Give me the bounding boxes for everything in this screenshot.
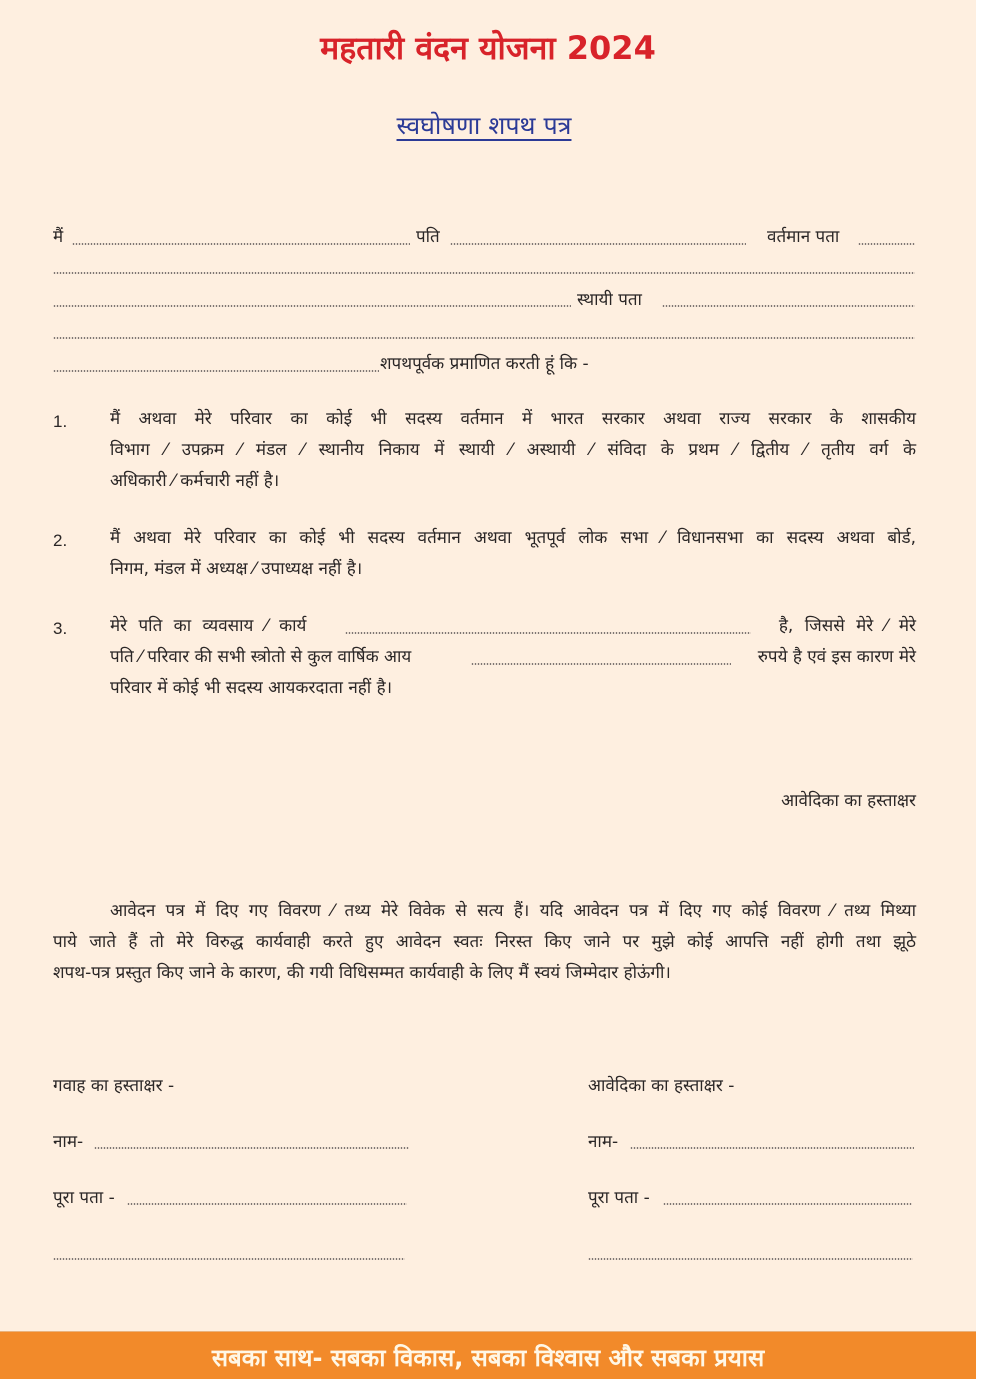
item-2-text [110, 523, 916, 585]
witness-name-label: नाम- [53, 1132, 84, 1152]
label-main: मैं [53, 227, 64, 247]
current-address-field-line-2[interactable] [53, 272, 915, 274]
item-3-line1-end: है, जिससे मेरे ⁄ मेरे [778, 616, 916, 636]
item-3-line3: परिवार में कोई भी सदस्य आयकरदाता नहीं है। [110, 678, 393, 698]
declaration-paragraph [53, 896, 916, 989]
item-3-line2-end: रुपये है एवं इस कारण मेरे [757, 647, 916, 667]
annual-income-field[interactable] [471, 663, 731, 665]
applicant-name-label: नाम- [588, 1132, 619, 1152]
footer-banner [0, 1331, 976, 1379]
declaration-line: पाये जाते हैं तो मेरे विरुद्ध कार्यवाही करते हुए आवेदन स्वतः निरस्त किए जाने पर मुझे कोई आपत्ति नहीं होगी तथा झूठे [53, 932, 916, 952]
applicant-address-label: पूरा पता - [588, 1188, 650, 1208]
label-permanent-address: स्थायी पता [577, 290, 642, 310]
witness-address-field-line-2[interactable] [53, 1258, 405, 1260]
item-2-number: 2. [53, 531, 68, 550]
item-2-line: मैं अथवा मेरे परिवार का कोई भी सदस्य वर्तमान अथवा भूतपूर्व लोक सभा ⁄ विधानसभा का सदस्य अथवा बोर्ड, [110, 528, 916, 548]
occupation-field[interactable] [345, 632, 751, 634]
item-1-line: मैं अथवा मेरे परिवार का कोई भी सदस्य वर्तमान में भारत सरकार अथवा राज्य सरकार के शासकीय [110, 409, 916, 429]
permanent-address-field-line-3[interactable] [53, 370, 379, 372]
footer-slogan: सबका साथ- सबका विकास, सबका विश्वास और सबका प्रयास [211, 1344, 765, 1372]
item-1-line: विभाग ⁄ उपक्रम ⁄ मंडल ⁄ स्थानीय निकाय में स्थायी ⁄ अस्थायी ⁄ संविदा के प्रथम ⁄ द्वितीय ⁄ तृतीय वर्ग के [110, 440, 916, 460]
witness-address-field[interactable] [127, 1203, 407, 1205]
declaration-line: आवेदन पत्र में दिए गए विवरण ⁄ तथ्य मेरे विवेक से सत्य हैं। यदि आवेदन पत्र में दिए गए कोई विवरण ⁄ तथ्य मिथ्या [110, 901, 916, 921]
applicant-address-field[interactable] [663, 1203, 912, 1205]
document-subtitle: स्वघोषणा शपथ पत्र [396, 111, 572, 140]
item-3-number: 3. [53, 619, 68, 638]
item-3-income-label: पति ⁄ परिवार की सभी स्त्रोतो से कुल वार्षिक आय [110, 647, 412, 667]
witness-name-field[interactable] [94, 1147, 409, 1149]
affirm-text: शपथपूर्वक प्रमाणित करती हूं कि - [380, 354, 589, 374]
applicant-signature-heading: आवेदिका का हस्ताक्षर - [588, 1076, 735, 1096]
item-1-line: अधिकारी ⁄ कर्मचारी नहीं है। [110, 471, 280, 491]
witness-address-label: पूरा पता - [53, 1188, 115, 1208]
label-current-address: वर्तमान पता [767, 227, 840, 247]
name-field[interactable] [72, 243, 410, 245]
current-address-field[interactable] [858, 243, 915, 245]
item-1-text [110, 404, 916, 497]
husband-name-field[interactable] [450, 243, 746, 245]
item-2-line: निगम, मंडल में अध्यक्ष ⁄ उपाध्यक्ष नहीं है। [110, 559, 363, 579]
item-3-occupation-label: मेरे पति का व्यवसाय ⁄ कार्य [110, 616, 307, 636]
declaration-line: शपथ-पत्र प्रस्तुत किए जाने के कारण, की गयी विधिसम्मत कार्यवाही के लिए मैं स्वयं जिम्मेदार होऊंगी। [53, 963, 671, 983]
permanent-address-field-line-2[interactable] [53, 337, 915, 339]
permanent-address-field[interactable] [662, 305, 915, 307]
current-address-field-line-3[interactable] [53, 305, 571, 307]
document-title: महतारी वंदन योजना 2024 [320, 29, 656, 67]
label-husband: पति [416, 227, 440, 247]
applicant-name-field[interactable] [630, 1147, 914, 1149]
applicant-address-field-line-2[interactable] [588, 1258, 913, 1260]
witness-signature-heading: गवाह का हस्ताक्षर - [53, 1076, 175, 1096]
applicant-signature-label: आवेदिका का हस्ताक्षर [781, 791, 916, 811]
item-1-number: 1. [53, 412, 68, 431]
